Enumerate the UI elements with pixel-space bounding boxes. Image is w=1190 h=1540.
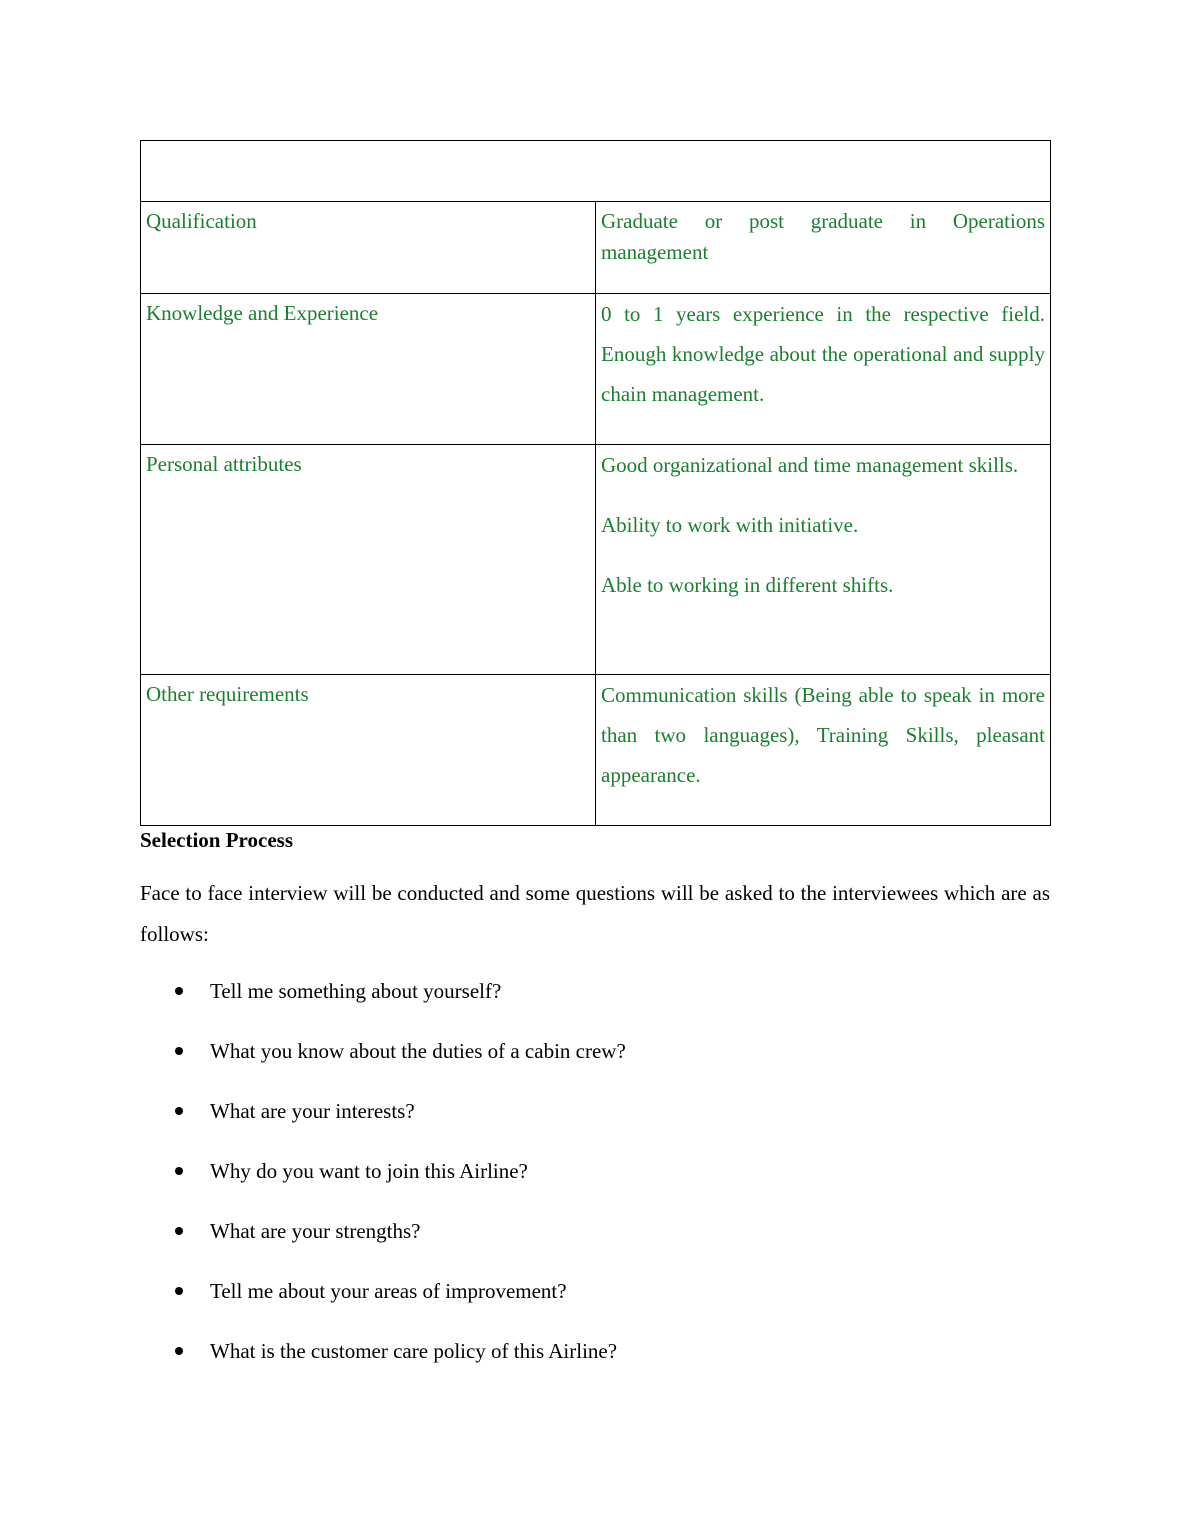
section-heading: Selection Process [140,828,293,852]
row-value [596,202,1051,294]
row-value [596,675,1051,826]
bullet-icon [175,1167,183,1175]
list-item [140,1032,1050,1092]
row-label: Personal attributes [141,445,596,675]
row-value-text: Ability to work with initiative. [601,513,859,537]
row-value-text: Communication skills (Being able to speak in more than two languages), Training Skills, pleasant appearance. [601,683,1045,787]
question-text: What is the customer care policy of this Airline? [210,1339,618,1363]
row-label: Knowledge and Experience [141,294,596,445]
bullet-icon [175,987,183,995]
question-text: What are your interests? [210,1099,415,1123]
row-value-text: Good organizational and time management skills. [601,453,1019,477]
list-item [140,972,1050,1032]
list-item [140,1272,1050,1332]
table-row [141,202,1051,294]
list-item [140,1152,1050,1212]
list-item [140,1212,1050,1272]
person-specification-table [140,140,1051,826]
question-text: What you know about the duties of a cabin crew? [210,1039,626,1063]
question-list [140,972,1050,1392]
row-value [596,445,1051,675]
bullet-icon [175,1347,183,1355]
list-item [140,1332,1050,1392]
bullet-icon [175,1287,183,1295]
question-text: Tell me something about yourself? [210,979,502,1003]
row-value-text: Graduate or post graduate in Operations management [601,209,1045,264]
question-text: Why do you want to join this Airline? [210,1159,528,1183]
table-header-row [141,141,1051,202]
table-row [141,675,1051,826]
bullet-icon [175,1227,183,1235]
bullet-icon [175,1047,183,1055]
question-text: What are your strengths? [210,1219,421,1243]
row-value [596,294,1051,445]
question-text: Tell me about your areas of improvement? [210,1279,567,1303]
row-value-text: 0 to 1 years experience in the respective field. Enough knowledge about the operational and supply chain management. [601,302,1045,406]
row-label: Other requirements [141,675,596,826]
table-row [141,294,1051,445]
document-page [140,140,1050,1392]
list-item [140,1092,1050,1152]
bullet-icon [175,1107,183,1115]
empty-header-cell [141,141,1051,202]
row-value-text: Able to working in different shifts. [601,573,894,597]
table-row [141,445,1051,675]
row-label: Qualification [141,202,596,294]
intro-paragraph: Face to face interview will be conducted and some questions will be asked to the interviewees which are as follows: [140,881,1050,946]
